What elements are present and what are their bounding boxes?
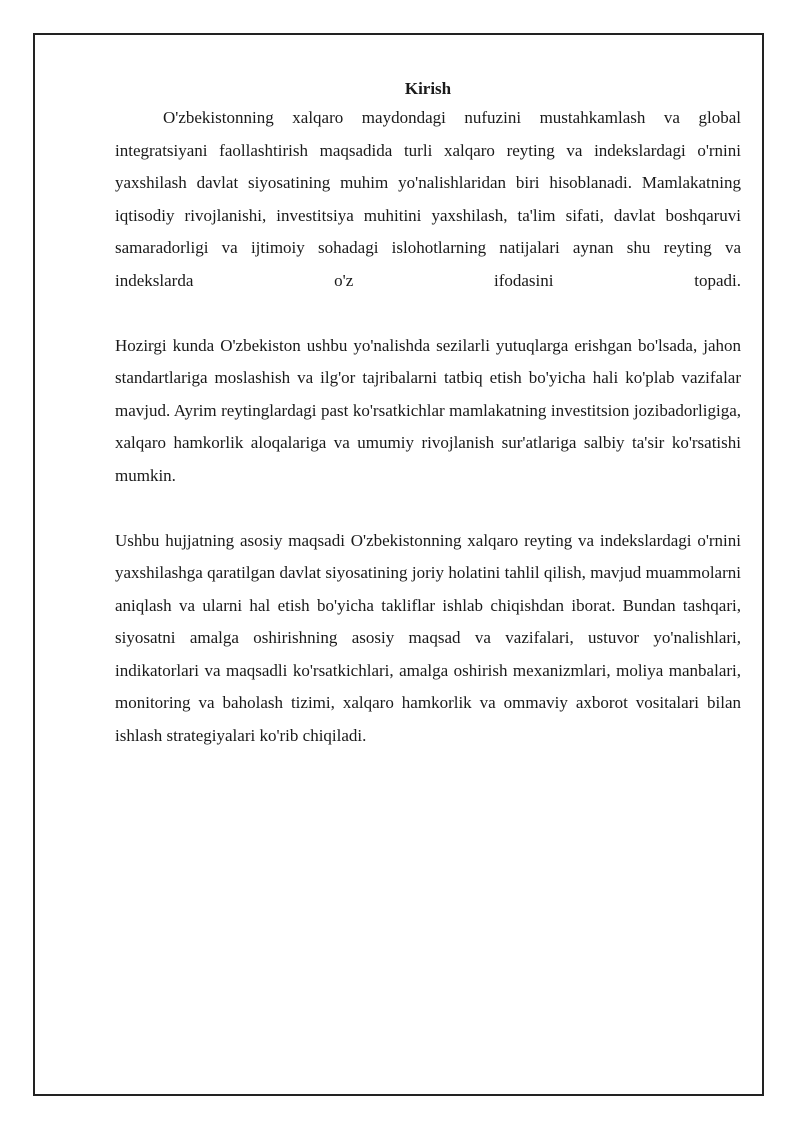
paragraph-1: O'zbekistonning xalqaro maydondagi nufuzini mustahkamlash va global integratsiyani faollashtirish maqsadida turli xalqaro reyting va indekslardagi o'rnini yaxshilash davlat siyosatining muhim yo'nalishlaridan biri hisoblanadi. Mamlakatning iqtisodiy rivojlanishi, investitsiya muhitini yaxshilash, ta'lim sifati, davlat boshqaruvi samaradorligi va ijtimoiy sohadagi islohotlarning natijalari aynan shu reyting va indekslarda o'z ifodasini topadi.: [115, 108, 741, 290]
document-body: [115, 76, 741, 752]
paragraph-3: Ushbu hujjatning asosiy maqsadi O'zbekistonning xalqaro reyting va indekslardagi o'rnini yaxshilashga qaratilgan davlat siyosatining joriy holatini tahlil qilish, mavjud muammolarni aniqlash va ularni hal etish bo'yicha takliflar ishlab chiqishdan iborat. Bundan tashqari, siyosatni amalga oshirishning asosiy maqsad va vazifalari, ustuvor yo'nalishlari, indikatorlari va maqsadli ko'rsatkichlari, amalga oshirish mexanizmlari, moliya manbalari, monitoring va baholash tizimi, xalqaro hamkorlik va ommaviy axborot vositalari bilan ishlash strategiyalari ko'rib chiqiladi.: [115, 530, 741, 745]
paragraph-gap: [115, 492, 741, 525]
paragraph-2: Hozirgi kunda O'zbekiston ushbu yo'nalishda sezilarli yutuqlarga erishgan bo'lsada, jahon standartlariga moslashish va ilg'or tajribalarni tatbiq etish bo'yicha hali ko'plab vazifalar mavjud. Ayrim reytinglardagi past ko'rsatkichlar mamlakatning investitsion jozibadorligiga, xalqaro hamkorlik aloqalariga va umumiy rivojlanish sur'atlariga salbiy ta'sir ko'rsatishi mumkin.: [115, 335, 741, 485]
paragraph-gap: [115, 297, 741, 330]
document-title: Kirish: [404, 79, 452, 98]
